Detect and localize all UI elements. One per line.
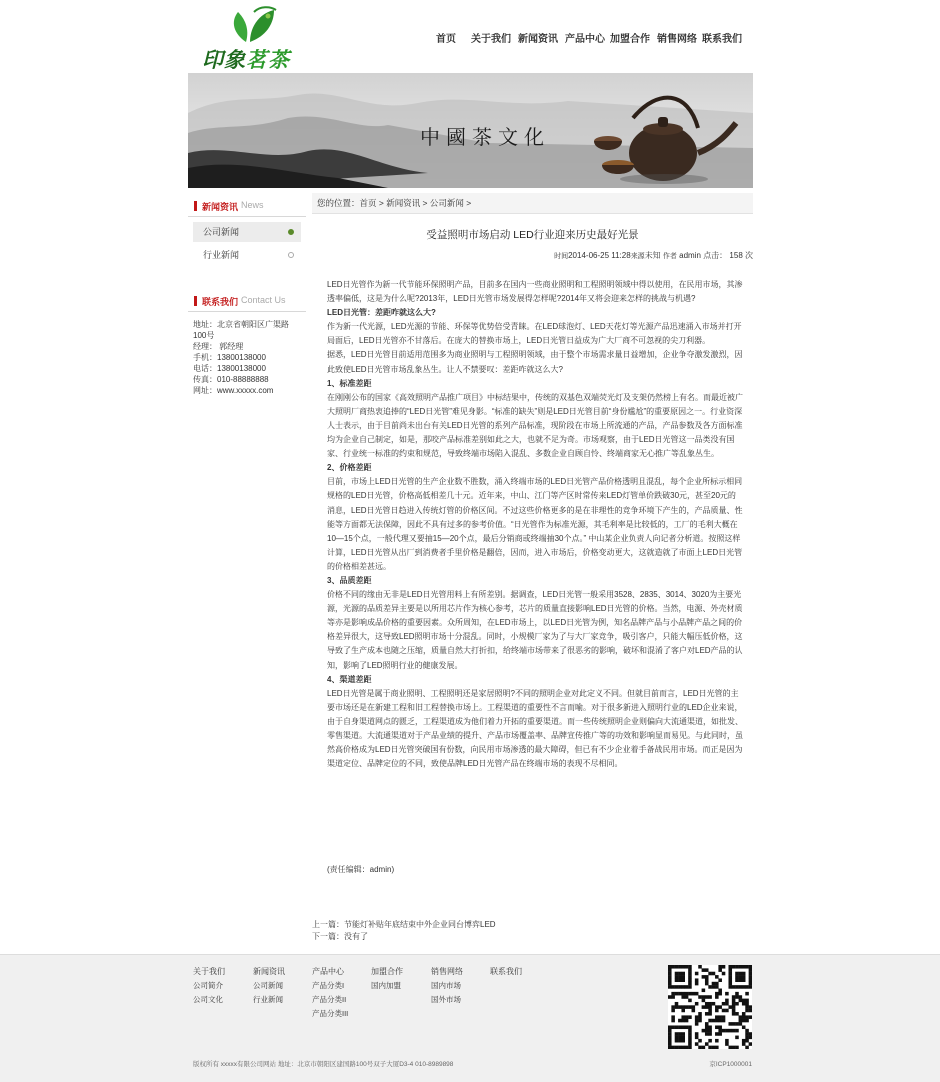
sidebar-news-subtitle: News bbox=[241, 200, 264, 210]
sidebar-news bbox=[188, 195, 306, 217]
sidebar-contact-subtitle: Contact Us bbox=[241, 295, 286, 305]
contact-manager: 经理： 郭经理 bbox=[193, 342, 244, 351]
sidebar-item-label: 公司新闻 bbox=[203, 227, 240, 237]
footer-link[interactable]: 产品分类I bbox=[312, 981, 345, 990]
footer-link[interactable]: 产品分类II bbox=[312, 995, 347, 1004]
red-bar-icon bbox=[194, 201, 197, 211]
footer-column bbox=[312, 965, 368, 1021]
sidebar-item-industry-news[interactable] bbox=[193, 245, 301, 265]
footer-column bbox=[490, 965, 546, 979]
footer-column bbox=[431, 965, 487, 1007]
nav-home[interactable]: 首页 bbox=[436, 34, 456, 45]
prev-article-link[interactable]: 上一篇：节能灯补贴年底结束中外企业同台博弈LED bbox=[312, 920, 496, 929]
footer-column-title[interactable]: 关于我们 bbox=[193, 967, 225, 976]
next-article-link: 下一篇：没有了 bbox=[312, 932, 368, 941]
contact-address: 地址：北京省朝阳区广渠路 bbox=[193, 320, 289, 329]
article-paragraph: 在刚刚公布的国家《高效照明产品推广项目》中标结果中，传统的双基色双端荧光灯及支架仍然榜上有名。而最近被广大照明厂商热衷追捧的“LED日光管”难见身影。“标准的缺失”则是LED日光管目前“身份尴尬”的重要原因之一。行业资深人士表示，由于目前尚未出台有关LED日光管的系列产品标准，现阶段在市场上所流通的产品，产品参数及各方面标准均为企业自己制定，如是，那咬产品标准差别如此之大，也就不足为奇。市场观察，由于LED日光管这一品类没有国家、行业统一标准的约束和规范，导致终端市场陷入混乱、多数企业自顾自怜、终端商家无心推广等乱象丛生。 bbox=[327, 392, 743, 459]
site-header bbox=[0, 0, 940, 73]
nav-contact[interactable]: 联系我们 bbox=[702, 34, 742, 45]
article-heading: 2、价格差距 bbox=[327, 463, 372, 473]
banner bbox=[188, 73, 753, 188]
footer-column-title[interactable]: 加盟合作 bbox=[371, 967, 403, 976]
logo-text: 印象茗茶 bbox=[202, 47, 290, 72]
sidebar-contact bbox=[188, 290, 306, 312]
prev-next-links bbox=[312, 919, 496, 943]
contact-website[interactable]: 网址：www.xxxxx.com bbox=[193, 386, 274, 395]
sidebar-news-header bbox=[188, 195, 306, 217]
footer-link[interactable]: 国外市场 bbox=[431, 995, 461, 1004]
article-meta: 时间2014-06-25 11:28来源未知 作者 admin 点击： 158 次 bbox=[554, 251, 753, 260]
sidebar-news-title: 新闻资讯 bbox=[202, 202, 239, 212]
red-bar-icon bbox=[194, 296, 197, 306]
footer-link[interactable]: 产品分类III bbox=[312, 1009, 349, 1018]
footer-link[interactable]: 公司文化 bbox=[193, 995, 223, 1004]
article-body bbox=[327, 278, 743, 771]
article-heading: 4、渠道差距 bbox=[327, 674, 372, 684]
banner-title: 中國茶文化 bbox=[420, 125, 550, 149]
bullet-icon bbox=[288, 229, 294, 235]
sidebar-contact-header bbox=[188, 290, 306, 312]
contact-address-cont: 100号 bbox=[193, 331, 215, 340]
sidebar-contact-title: 联系我们 bbox=[202, 297, 239, 307]
contact-phone: 电话：13800138000 bbox=[193, 364, 266, 373]
article-paragraph: 价格不同的缘由无非是LED日光管用料上有所差别。据调查，LED日光管一般采用3528、2835、3014、3020为主要光源，光源的品质差异主要是以所用芯片作为核心参考，芯片的质量直接影响LED日光管的价格。当然，电源、外壳材质等亦是影响成品价格的重要因素。众所周知，在LED市场上，以LED日光管为例，知名品牌产品与小品牌产品之间的价格差异很大，这导致LED照明市场十分混乱。同时，小规模厂家为了与大厂家竞争，吸引客户，只能大幅压低价格，这导致了生产成本也随之压缩，质量自然大打折扣，给终端市场带来了很恶劣的影响，破坏和混淆了客户对LED产品的认知，影响了LED照明行业的健康发展。 bbox=[327, 590, 743, 670]
article-heading: 1、标准差距 bbox=[327, 378, 372, 388]
article-heading: LED日光管：差距咋就这么大? bbox=[327, 308, 436, 318]
breadcrumb[interactable]: 您的位置：首页 > 新闻资讯 > 公司新闻 > bbox=[312, 193, 753, 214]
footer-column-title[interactable]: 新闻资讯 bbox=[253, 967, 285, 976]
footer-column bbox=[253, 965, 309, 1007]
footer-link[interactable]: 公司新闻 bbox=[253, 981, 283, 990]
icp-number[interactable]: 京ICP1000001 bbox=[709, 1061, 752, 1068]
article-paragraph: 据悉，LED日光管目前适用范围多为商业照明与工程照明领域，由于整个市场需求量日益增加，企业争夺激发激烈，因此致使LED日光管市场乱象丛生。让人不禁要叹：差距咋就这么大? bbox=[327, 350, 743, 374]
footer-column-title[interactable]: 销售网络 bbox=[431, 967, 463, 976]
nav-sales-network[interactable]: 销售网络 bbox=[657, 34, 697, 45]
sidebar-item-company-news[interactable] bbox=[193, 222, 301, 242]
footer-column-title[interactable]: 联系我们 bbox=[490, 967, 522, 976]
article-heading: 3、品质差距 bbox=[327, 575, 372, 585]
nav-news[interactable]: 新闻资讯 bbox=[518, 34, 558, 45]
article-editor: (责任编辑：admin) bbox=[327, 865, 395, 874]
main-nav bbox=[424, 30, 742, 46]
sidebar-item-label: 行业新闻 bbox=[203, 250, 240, 260]
article-paragraph: 作为新一代光源，LED光源的节能、环保等优势倍受青睐。在LED球泡灯、LED天花灯等光源产品迅速涌入市场并打开局面后，LED日光管亦不甘落后。在庞大的替换市场上，LED日光管日益成为广大厂商不可忽视的尖刀利器。 bbox=[327, 322, 742, 346]
nav-products[interactable]: 产品中心 bbox=[565, 34, 605, 45]
footer-column bbox=[371, 965, 427, 993]
contact-mobile: 手机：13800138000 bbox=[193, 353, 266, 362]
nav-about[interactable]: 关于我们 bbox=[471, 34, 511, 45]
nav-franchise[interactable]: 加盟合作 bbox=[610, 34, 650, 45]
contact-fax: 传真：010-88888888 bbox=[193, 375, 269, 384]
qr-code-icon bbox=[668, 965, 752, 1049]
article-paragraph: LED日光管是属于商业照明、工程照明还是家居照明?不同的照明企业对此定义不同。但就目前而言，LED日光管的主要市场还是在新建工程和旧工程替换市场上。工程渠道的重要性不言而喻。对于很多新进入照明行业的LED企业来说，由于自身渠道网点的匮乏，工程渠道成为他们着力开拓的重要渠道。而一些传统照明企业则偏向大流通渠道，如批发、零售渠道。大流通渠道对于产品业绩的提升、产品市场覆盖率、品牌宣传推广等的功效和影响显而易见。与此同时，虽然高价格成为LED日光管突破国有份数，向民用市场渗透的最大障碍，但已有不少企业着手备战民用市场。而正是因为渠道定位、品牌定位的不同，致使品牌LED日光管产品在终端市场的表现不尽相同。 bbox=[327, 688, 743, 769]
footer-column bbox=[193, 965, 249, 1007]
article-paragraph: 目前，市场上LED日光管的生产企业数不胜数，涌入终端市场的LED日光管产品价格透明且混乱，每个企业所标示相同规格的LED日光管，价格高低相差几十元。近年来，中山、江门等产区时常传来LED灯管单价跌破30元，甚至20元的消息，LED日光管日趋进入传统灯管的价格区间。不过这些价格更多的是在非理性的竞争环境下产生的，产品质量、性能等方面都无法保障，因此不具有过多的参考价值。“日光管作为标准光源，其毛利率是比较低的，工厂的毛利大概在10—15个点，一般代理又要抽15—20个点，最后分销商或终端抽30个点。” 中山某企业负责人向记者分析道。按照这样计算，LED日光管从出厂到消费者手里价格是翻倍，因而，进入市场后，价格变动更大，这就造就了市面上LED日光管的价格相差甚远。 bbox=[327, 477, 743, 571]
site-footer bbox=[0, 954, 940, 1082]
footer-link[interactable]: 国内市场 bbox=[431, 981, 461, 990]
footer-link[interactable]: 行业新闻 bbox=[253, 995, 283, 1004]
contact-info bbox=[193, 319, 303, 396]
site-logo[interactable] bbox=[202, 4, 298, 72]
article-title: 受益照明市场启动 LED行业迎来历史最好光景 bbox=[426, 229, 639, 241]
article-paragraph: LED日光管作为新一代节能环保照明产品，目前多在国内一些商业照明和工程照明领域中得以使用，在民用市场，其渗透率偏低，这是为什么呢?2013年，LED日光管市场发展得怎样呢?2014年又将会迎来怎样的挑战与机遇? bbox=[327, 280, 743, 304]
bullet-icon bbox=[288, 252, 294, 258]
tea-leaf-icon bbox=[224, 4, 282, 44]
footer-link[interactable]: 国内加盟 bbox=[371, 981, 401, 990]
footer-column-title[interactable]: 产品中心 bbox=[312, 967, 344, 976]
copyright: 版权所有 xxxxx有限公司网站 地址：北京市朝阳区建国路100号双子大厦D3-4 010-8989898 bbox=[193, 1061, 454, 1068]
footer-link[interactable]: 公司简介 bbox=[193, 981, 223, 990]
